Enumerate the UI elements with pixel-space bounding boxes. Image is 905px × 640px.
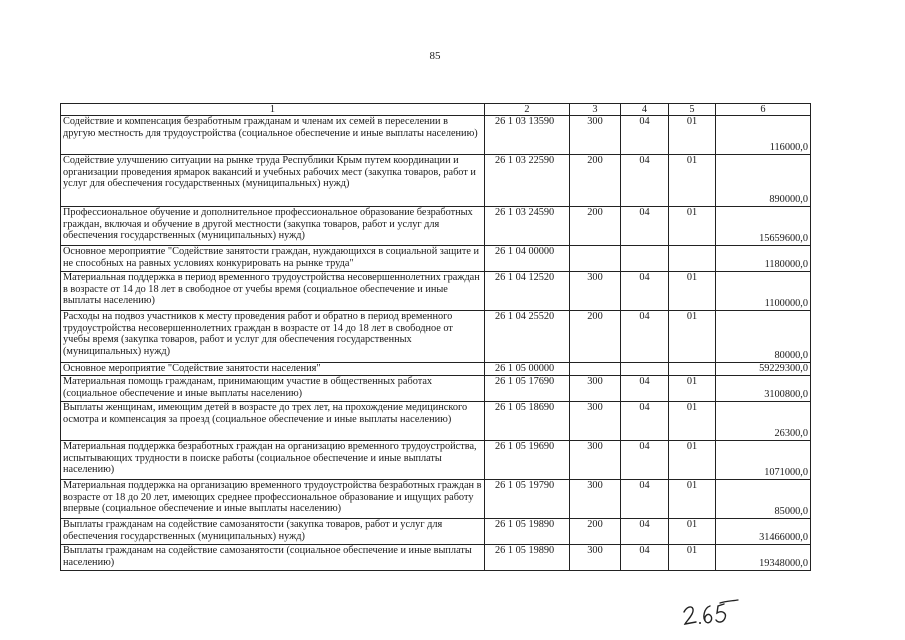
row-column-3: 200	[570, 519, 621, 545]
row-column-4: 04	[621, 116, 669, 155]
row-description: Содействие улучшению ситуации на рынке труда Республики Крым путем координации и организации проведения ярмарок вакансий и учебных рабочих мест (закупка товаров, работ и услуг для обеспечения государственных (муниципальных) нужд)	[61, 155, 485, 207]
row-description: Материальная поддержка в период временного трудоустройства несовершеннолетних граждан в возрасте от 14 до 18 лет в свободное от учебы время (социальное обеспечение и иные выплаты населению)	[61, 272, 485, 311]
row-column-3	[570, 363, 621, 376]
row-description: Выплаты женщинам, имеющим детей в возрасте до трех лет, на прохождение медицинского осмотра и компенсация за проезд (социальное обеспечение и иные выплаты населению)	[61, 402, 485, 441]
row-column-4: 04	[621, 155, 669, 207]
row-column-5: 01	[669, 402, 716, 441]
column-number-3: 3	[570, 104, 621, 116]
row-column-5: 01	[669, 155, 716, 207]
row-code: 26 1 03 24590	[485, 207, 570, 246]
row-column-4: 04	[621, 402, 669, 441]
row-code: 26 1 04 25520	[485, 311, 570, 363]
budget-table	[60, 103, 811, 571]
row-column-4: 04	[621, 441, 669, 480]
row-code: 26 1 04 00000	[485, 246, 570, 272]
row-code: 26 1 03 22590	[485, 155, 570, 207]
table-row	[61, 363, 811, 376]
row-description: Выплаты гражданам на содействие самозанятости (социальное обеспечение и иные выплаты населению)	[61, 545, 485, 571]
row-column-3: 200	[570, 155, 621, 207]
row-column-3: 300	[570, 116, 621, 155]
row-amount: 1100000,0	[716, 272, 811, 311]
row-code: 26 1 05 19890	[485, 519, 570, 545]
page-number: 85	[429, 50, 441, 62]
row-description: Основное мероприятие "Содействие занятости населения"	[61, 363, 485, 376]
row-column-3: 200	[570, 207, 621, 246]
row-column-3: 300	[570, 272, 621, 311]
row-amount: 26300,0	[716, 402, 811, 441]
row-code: 26 1 05 18690	[485, 402, 570, 441]
row-column-5: 01	[669, 116, 716, 155]
column-number-2: 2	[485, 104, 570, 116]
row-column-4: 04	[621, 311, 669, 363]
row-column-3: 300	[570, 480, 621, 519]
row-column-5: 01	[669, 311, 716, 363]
row-column-3: 300	[570, 402, 621, 441]
row-column-5: 01	[669, 519, 716, 545]
row-description: Материальная поддержка безработных граждан на организацию временного трудоустройства, испытывающих трудности в поиске работы (социальное обеспечение и иные выплаты населению)	[61, 441, 485, 480]
table-row	[61, 441, 811, 480]
row-description: Основное мероприятие "Содействие занятости граждан, нуждающихся в социальной защите и не способных на равных условиях конкурировать на рынке труда"	[61, 246, 485, 272]
row-column-3: 300	[570, 545, 621, 571]
row-column-5: 01	[669, 207, 716, 246]
row-column-3: 200	[570, 311, 621, 363]
row-amount: 85000,0	[716, 480, 811, 519]
row-code: 26 1 04 12520	[485, 272, 570, 311]
table-row	[61, 376, 811, 402]
table-row	[61, 402, 811, 441]
row-description: Выплаты гражданам на содействие самозанятости (закупка товаров, работ и услуг для обеспечения государственных (муниципальных) нужд)	[61, 519, 485, 545]
row-column-5: 01	[669, 272, 716, 311]
row-amount: 15659600,0	[716, 207, 811, 246]
column-number-row	[61, 104, 811, 116]
row-column-4: 04	[621, 207, 669, 246]
row-code: 26 1 05 19890	[485, 545, 570, 571]
row-column-5	[669, 363, 716, 376]
row-column-4: 04	[621, 545, 669, 571]
row-column-3: 300	[570, 441, 621, 480]
handwritten-signature	[680, 598, 740, 628]
row-column-3: 300	[570, 376, 621, 402]
row-code: 26 1 03 13590	[485, 116, 570, 155]
row-description: Профессиональное обучение и дополнительное профессиональное образование безработных граждан, включая и обучение в другой местности (закупка товаров, работ и услуг для обеспечения государственных (муниципальных) нужд)	[61, 207, 485, 246]
table-row	[61, 545, 811, 571]
column-number-5: 5	[669, 104, 716, 116]
row-amount: 80000,0	[716, 311, 811, 363]
row-column-4	[621, 246, 669, 272]
column-number-6: 6	[716, 104, 811, 116]
table-row	[61, 480, 811, 519]
row-column-4: 04	[621, 272, 669, 311]
row-column-5: 01	[669, 480, 716, 519]
row-column-5: 01	[669, 376, 716, 402]
row-amount: 59229300,0	[716, 363, 811, 376]
row-description: Материальная помощь гражданам, принимающим участие в общественных работах (социальное обеспечение и иные выплаты населению)	[61, 376, 485, 402]
row-amount: 890000,0	[716, 155, 811, 207]
row-description: Содействие и компенсация безработным гражданам и членам их семей в переселении в другую местность для трудоустройства (социальное обеспечение и иные выплаты населению)	[61, 116, 485, 155]
table-row	[61, 246, 811, 272]
row-column-4	[621, 363, 669, 376]
row-column-4: 04	[621, 480, 669, 519]
row-code: 26 1 05 17690	[485, 376, 570, 402]
row-column-5	[669, 246, 716, 272]
row-amount: 19348000,0	[716, 545, 811, 571]
row-code: 26 1 05 00000	[485, 363, 570, 376]
row-amount: 1180000,0	[716, 246, 811, 272]
column-number-4: 4	[621, 104, 669, 116]
row-amount: 3100800,0	[716, 376, 811, 402]
row-description: Расходы на подвоз участников к месту проведения работ и обратно в период временного трудоустройства несовершеннолетних граждан в возрасте от 14 до 18 лет в свободное от учебы время (закупка товаров, работ и услуг для обеспечения государственных (муниципальных) нужд)	[61, 311, 485, 363]
table-row	[61, 116, 811, 155]
row-column-4: 04	[621, 519, 669, 545]
row-amount: 1071000,0	[716, 441, 811, 480]
row-column-4: 04	[621, 376, 669, 402]
column-number-1: 1	[61, 104, 485, 116]
row-amount: 116000,0	[716, 116, 811, 155]
table-row	[61, 311, 811, 363]
table-row	[61, 519, 811, 545]
table-row	[61, 155, 811, 207]
row-description: Материальная поддержка на организацию временного трудоустройства безработных граждан в возрасте от 18 до 20 лет, имеющих среднее профессиональное образование и ищущих работу впервые (социальное обеспечение и иные выплаты населению)	[61, 480, 485, 519]
row-column-3	[570, 246, 621, 272]
row-code: 26 1 05 19790	[485, 480, 570, 519]
row-amount: 31466000,0	[716, 519, 811, 545]
table-row	[61, 207, 811, 246]
row-code: 26 1 05 19690	[485, 441, 570, 480]
row-column-5: 01	[669, 545, 716, 571]
table-row	[61, 272, 811, 311]
row-column-5: 01	[669, 441, 716, 480]
